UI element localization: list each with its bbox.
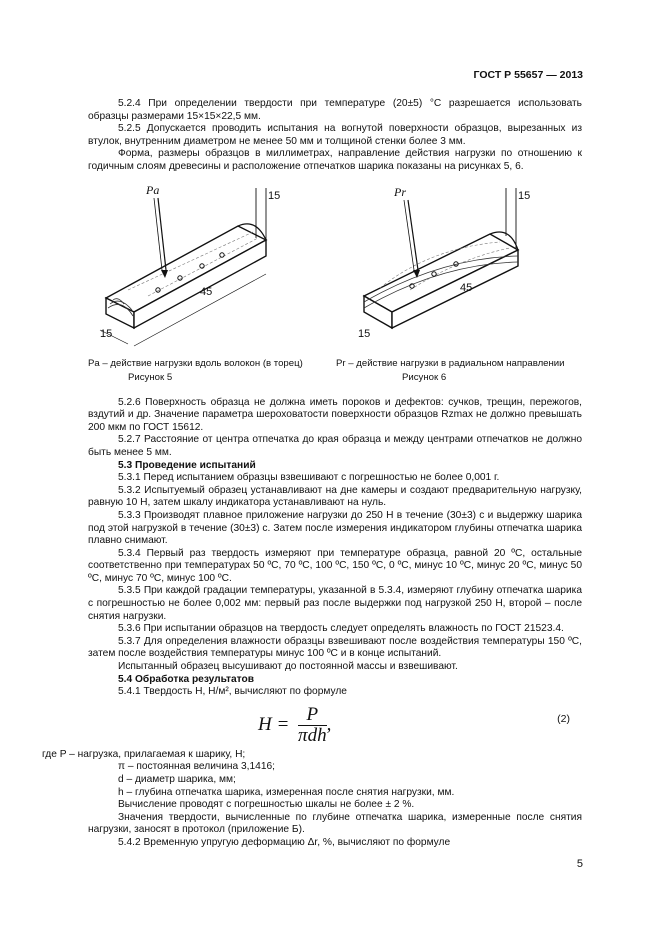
figures-row (88, 178, 582, 383)
hardness-formula (88, 701, 582, 747)
standard-header: ГОСТ Р 55657 — 2013 (473, 69, 583, 81)
section-5-4-heading: 5.4 Обработка результатов (118, 673, 255, 685)
figure-5-side-dim: 15 (268, 189, 281, 202)
para-5-2-7: 5.2.7 Расстояние от центра отпечатка до края образца и между центрами отпечатков не должно быть менее 5 мм. (88, 434, 582, 458)
figure-5-width-dim: 15 (100, 327, 113, 340)
page-number: 5 (576, 858, 583, 870)
para-dry-weigh: Испытанный образец высушивают до постоянной массы и взвешивают. (118, 661, 458, 673)
def-d: d – диаметр шарика, мм; (118, 774, 236, 785)
section-5-3-heading: 5.3 Проведение испытаний (118, 459, 256, 471)
para-5-3-7: 5.3.7 Для определения влажности образцы взвешивают после воздействия температуры 150 ºС, затем после воздействия температуры минус 100 ºС и в конце испытаний. (88, 635, 582, 660)
figure-6 (350, 178, 582, 353)
para-5-4-2: 5.4.2 Временную упругую деформацию Δr, %, вычисляют по формуле (118, 836, 451, 848)
formula-tail: , (326, 713, 332, 735)
para-5-4-1: 5.4.1 Твердость Н, Н/м², вычисляют по формуле (118, 686, 347, 698)
para-5-3-4: 5.3.4 Первый раз твердость измеряют при температуре образца, равной 20 ºС, остальные соответственно при температурах 50 ºС, 70 ºС, 100 ºС, 150 ºС, 0 ºС, минус 10 ºС, минус 20 ºС, минус 50 ºС, минус 70 ºС, минус 100 ºС. (88, 547, 582, 584)
para-5-2-6: 5.2.6 Поверхность образца не должна иметь пороков и дефектов: сучков, трещин, пережогов, вздутий и др. Значение параметра шероховатости поверхности образцов Rzmax не должно превышать 200 мкм по ГОСТ 15612. (88, 396, 582, 433)
def-pi: π – постоянная величина 3,1416; (118, 761, 276, 773)
para-figures-intro: Форма, размеры образцов в миллиметрах, направление действия нагрузки по отношению к годичным слоям древесины и расположение отпечатков шарика показаны на рисунках 5, 6. (88, 148, 582, 172)
para-accuracy: Вычисление проводят с погрешностью шкалы не более ± 2 %. (118, 799, 415, 811)
formula-expression (258, 705, 331, 746)
def-h: h – глубина отпечатка шарика, измеренная после снятия нагрузки, мм. (118, 786, 455, 798)
figure-6-caption: Pr – действие нагрузки в радиальном направлении (336, 357, 565, 369)
figure-5-caption: Pa – действие нагрузки вдоль волокон (в торец) (88, 357, 303, 369)
para-5-3-5: 5.3.5 При каждой градации температуры, указанной в 5.3.4, измеряют глубину отпечатка шарика с погрешностью не более 0,002 мм: первый раз после выдержки под нагрузкой 250 Н, второй – после снятия нагрузки. (88, 585, 582, 622)
figure-5 (88, 178, 338, 353)
para-5-2-4: 5.2.4 При определении твердости при температуре (20±5) °С разрешается использовать образцы размерами 15×15×22,5 мм. (88, 98, 582, 122)
formula-numerator: P (298, 705, 327, 726)
figure-5-length-dim: 45 (200, 285, 213, 298)
figure-5-load-label: Pa (146, 182, 160, 197)
formula-number: (2) (557, 712, 570, 725)
figure-6-length-dim: 45 (460, 281, 473, 294)
formula-fraction (298, 705, 327, 746)
para-5-3-1: 5.3.1 Перед испытанием образцы взвешивают с погрешностью не более 0,001 г. (118, 472, 500, 484)
para-protocol: Значения твердости, вычисленные по глубине отпечатка шарика, измеренные после снятия нагрузки, заносят в протокол (приложение Б). (88, 811, 582, 836)
figure-6-load-label: Pr (394, 184, 406, 199)
figure-5-drawing (88, 178, 338, 353)
figure-6-side-dim: 15 (518, 189, 531, 202)
figure-6-width-dim: 15 (358, 327, 371, 340)
para-5-3-2: 5.3.2 Испытуемый образец устанавливают на дне камеры и создают предварительную нагрузку, равную 10 Н, затем шкалу индикатора устанавливают на нуль. (88, 484, 582, 509)
para-5-3-3: 5.3.3 Производят плавное приложение нагрузки до 250 Н в течение (30±3) с и выдержку шарика под этой нагрузкой в течение (30±3) с. Затем после измерения индикатором глубины отпечатка шарика плавно снимают. (88, 509, 582, 547)
formula-lhs: H = (258, 713, 290, 735)
document-body (42, 98, 582, 850)
where-line: где P – нагрузка, прилагаемая к шарику, Н; (42, 748, 246, 760)
formula-denominator: πdh (298, 724, 327, 746)
para-5-3-6: 5.3.6 При испытании образцов на твердость следует определять влажность по ГОСТ 21523.4. (118, 623, 564, 635)
figure-6-title: Рисунок 6 (402, 371, 447, 383)
figure-6-drawing (350, 178, 582, 353)
para-5-2-5: 5.2.5 Допускается проводить испытания на вогнутой поверхности образцов, вырезанных из втулок, внутренним диаметром не менее 50 мм и толщиной стенки более 3 мм. (88, 123, 582, 147)
figure-5-title: Рисунок 5 (128, 371, 173, 383)
